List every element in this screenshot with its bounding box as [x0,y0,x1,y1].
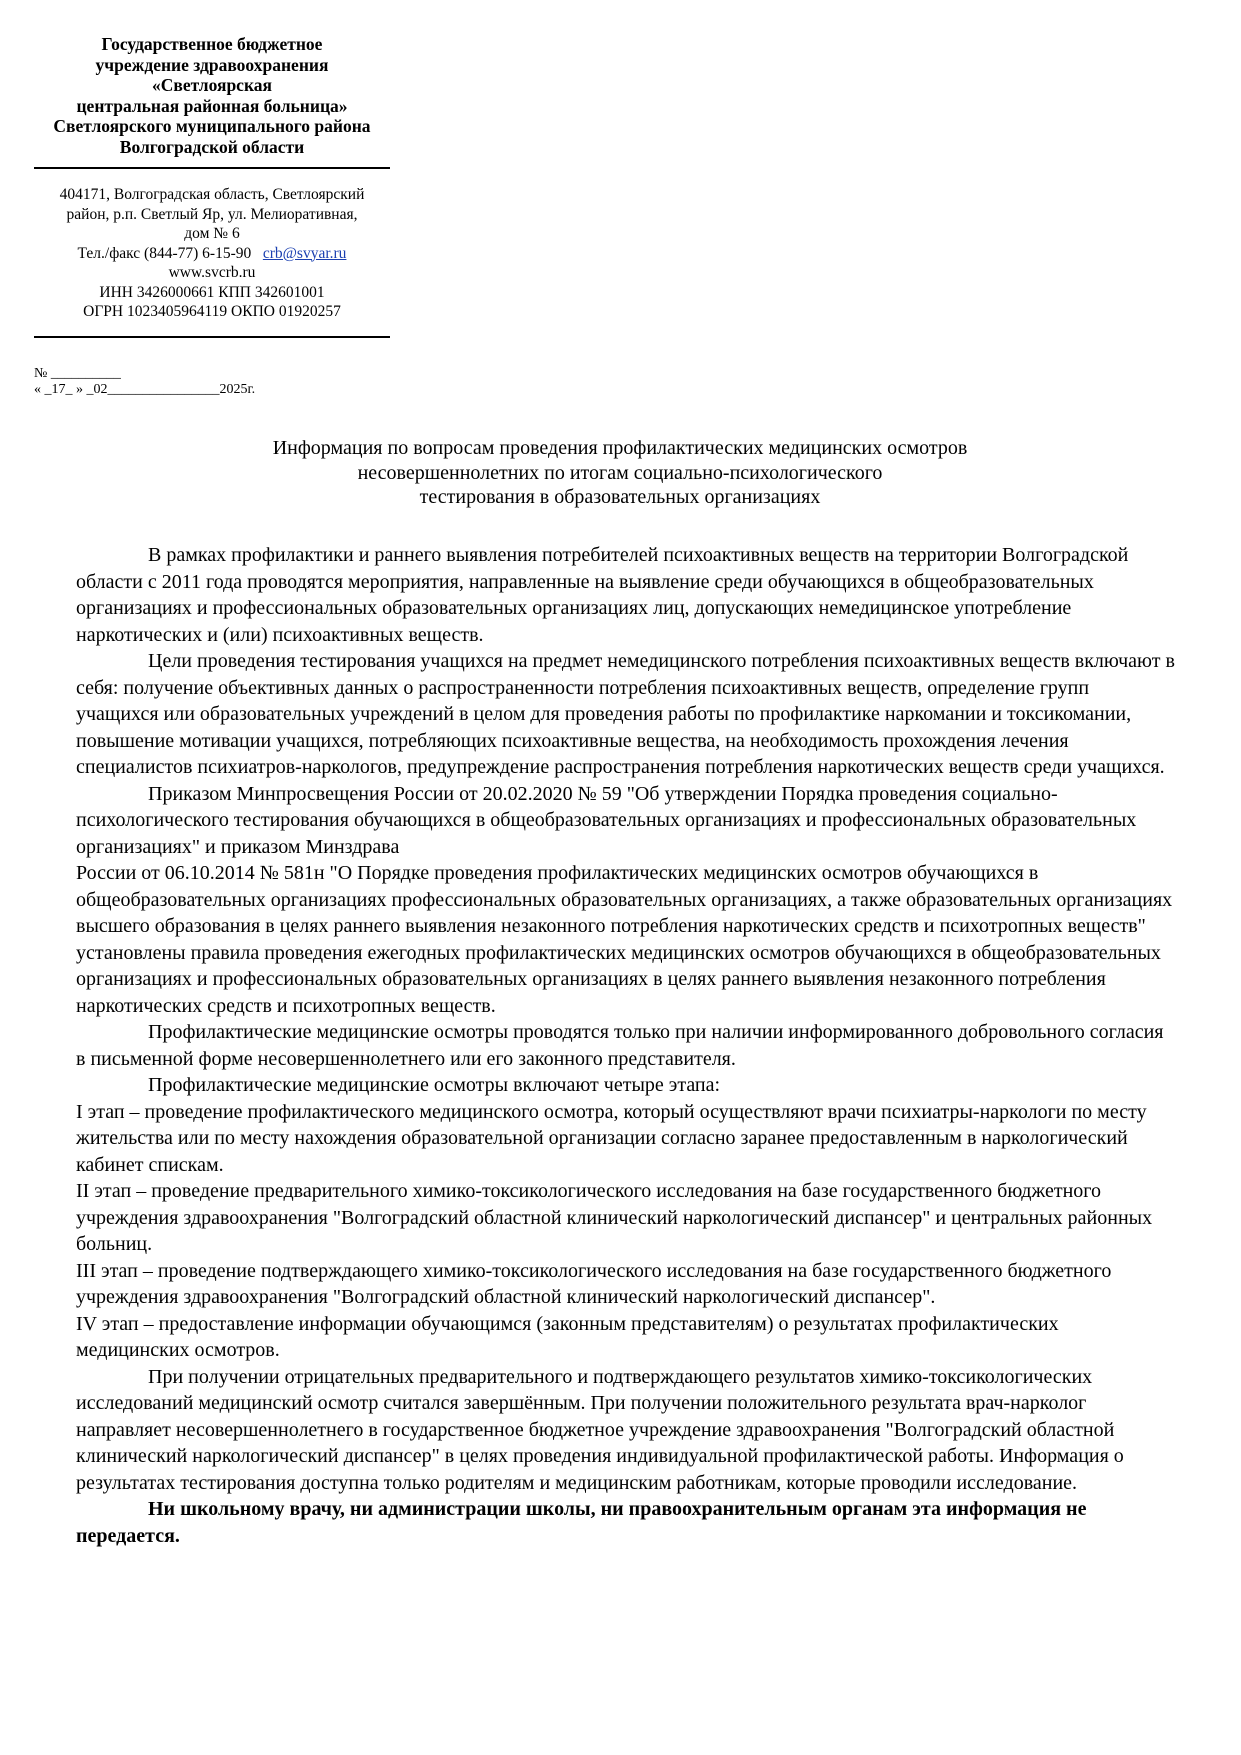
organization-name [34,34,390,157]
paragraph-consent: Профилактические медицинские осмотры проводятся только при наличии информированного добровольного согласия в письменной форме несовершеннолетнего или его законного представителя. [76,1021,1164,1070]
document-number: № __________ [34,366,121,381]
paragraph-goals: Цели проведения тестирования учащихся на предмет немедицинского потребления психоактивных веществ включают в себя: получение объективных данных о распространенности потребления психоактивных веществ, определение групп учащихся или образовательных учреждений в целом для проведения работы по профилактике наркомании и токсикомании, повышение мотивации учащихся, потребляющих психоактивные вещества, на необходимость прохождения лечения специалистов психиатров-наркологов, предупреждение распространения потребления наркотических веществ среди учащихся. [76,650,1175,778]
org-line: Светлоярского муниципального района [53,116,371,136]
letterhead-divider-bottom [34,336,390,338]
registration-block [34,366,255,398]
title-line: несовершеннолетних по итогам социально-психологического [357,461,883,484]
email-link[interactable]: crb@svyar.ru [262,244,347,262]
title-line: Информация по вопросам проведения профилактических медицинских осмотров [272,437,968,459]
paragraph-stage-3: III этап – проведение подтверждающего химико-токсикологического исследования на базе государственного бюджетного учреждения здравоохранения "Волгоградский областной клинический наркологический диспансер". [76,1259,1112,1308]
document-date: « _17_ » _02________________2025г. [34,382,256,397]
title-line: тестирования в образовательных организациях [419,486,821,508]
letterhead [34,34,390,338]
paragraph-stage-2: II этап – проведение предварительного химико-токсикологического исследования на базе государственного бюджетного учреждения здравоохранения "Волгоградский областной клинический наркологический диспансер" и центральных районных больниц. [76,1180,1153,1255]
address-line: 404171, Волгоградская область, Светлоярский [59,186,365,203]
address-line: дом № 6 [184,225,240,242]
website: www.svcrb.ru [168,264,256,281]
phone-fax: Тел./факс (844-77) 6-15-90 [77,244,252,262]
org-line: Волгоградской области [119,136,305,157]
address-line: район, р.п. Светлый Яр, ул. Мелиоративная, [66,205,358,223]
ogrn-okpo: ОГРН 1023405964119 ОКПО 01920257 [83,303,341,320]
phone-email-line [34,244,390,264]
letterhead-divider-top [34,167,390,169]
org-line: учреждение здравоохранения [95,54,329,75]
org-line: «Светлоярская [151,75,272,95]
org-line: Государственное бюджетное [101,34,323,54]
paragraph-stage-1: I этап – проведение профилактического медицинского осмотра, который осуществляют врачи психиатры-наркологи по месту жительства или по месту нахождения образовательной организации согласно заранее предоставленным в наркологический кабинет спискам. [76,1100,1147,1176]
paragraph-stage-4: IV этап – предоставление информации обучающимся (законным представителям) о результатах профилактических медицинских осмотров. [76,1312,1059,1361]
paragraph-intro: В рамках профилактики и раннего выявления потребителей психоактивных веществ на территории Волгоградской области с 2011 года проводятся мероприятия, направленные на выявление среди обучающихся в общеобразовательных организациях и профессиональных образовательных организациях лиц, допускающих немедицинское употребление наркотических и (или) психоактивных веществ. [76,544,1129,646]
paragraph-results: При получении отрицательных предварительного и подтверждающего результатов химико-токсикологических исследований медицинский осмотр считался завершённым. При получении положительного результата врач-нарколог направляет несовершеннолетнего в государственное бюджетное учреждение здравоохранения "Волгоградский областной клинический наркологический диспансер" в целях проведения индивидуальной профилактической работы. Информация о результатах тестирования доступна только родителям и медицинским работникам, которые проводили исследование. [76,1365,1124,1494]
paragraph-order-minzdrav: России от 06.10.2014 № 581н "О Порядке проведения профилактических медицинских осмотров обучающихся в общеобразовательных организациях профессиональных образовательных организациях, а также образовательных организациях высшего образования в целях раннего выявления незаконного потребления наркотических средств и психотропных веществ" установлены правила проведения ежегодных профилактических медицинских осмотров обучающихся в общеобразовательных организациях и профессиональных образовательных организациях в целях раннего выявления незаконного потребления наркотических средств и психотропных веществ. [76,862,1173,1017]
document-body [76,542,1176,1549]
org-line: центральная районная больница» [76,95,348,116]
contact-block [34,185,390,322]
paragraph-order-minprosv: Приказом Минпросвещения России от 20.02.2020 № 59 "Об утверждении Порядка проведения социально-психологического тестирования обучающихся в общеобразовательных организациях и профессиональных образовательных организациях" и приказом Минздрава [76,782,1137,858]
inn-kpp: ИНН 3426000661 КПП 342601001 [99,283,325,301]
paragraph-stages-intro: Профилактические медицинские осмотры включают четыре этапа: [148,1074,721,1096]
paragraph-confidentiality: Ни школьному врачу, ни администрации школы, ни правоохранительным органам эта информация не передается. [76,1498,1087,1547]
document-title [70,436,1170,510]
